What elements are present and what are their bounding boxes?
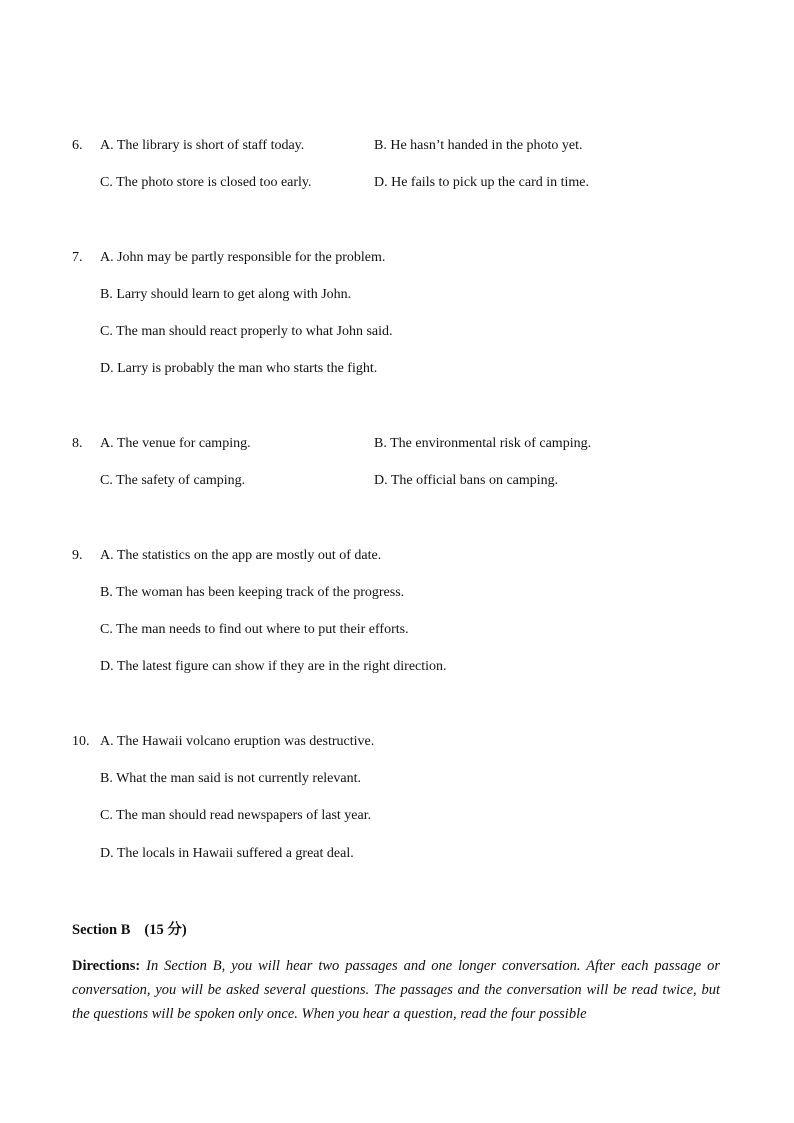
question-number: 9.: [72, 548, 83, 563]
option-b: B. Larry should learn to get along with John.: [100, 287, 352, 302]
question-number: 6.: [72, 138, 83, 153]
option-a: A. The Hawaii volcano eruption was destructive.: [100, 734, 375, 749]
option-a: A. The venue for camping.: [100, 436, 251, 451]
option-c: C. The photo store is closed too early.: [100, 175, 312, 190]
option-d: D. Larry is probably the man who starts the fight.: [100, 361, 378, 376]
option-b: B. He hasn’t handed in the photo yet.: [374, 138, 583, 153]
question-number: 7.: [72, 250, 83, 265]
option-c: C. The man should read newspapers of last year.: [100, 808, 372, 823]
option-a: A. The library is short of staff today.: [100, 138, 305, 153]
question-number: 8.: [72, 436, 83, 451]
directions-text: In Section B, you will hear two passages and one longer conversation. After each passage or conversation, you will be asked several questions. The passages and the conversation will be read twice, but the questions will be spoken only once. When you hear a question, read the four possible: [72, 958, 720, 1022]
option-d: D. He fails to pick up the card in time.: [374, 175, 589, 190]
directions-paragraph: [72, 954, 720, 1026]
directions-label: Directions:: [72, 958, 141, 974]
option-d: D. The locals in Hawaii suffered a great deal.: [100, 846, 354, 861]
section-score: (15 分): [144, 922, 187, 938]
section-heading: [72, 918, 187, 939]
option-c: C. The man needs to find out where to put their efforts.: [100, 622, 409, 637]
option-a: A. John may be partly responsible for the problem.: [100, 250, 386, 265]
option-b: B. What the man said is not currently relevant.: [100, 771, 362, 786]
option-b: B. The environmental risk of camping.: [374, 436, 592, 451]
option-d: D. The latest figure can show if they are in the right direction.: [100, 659, 447, 674]
option-a: A. The statistics on the app are mostly out of date.: [100, 548, 382, 563]
option-b: B. The woman has been keeping track of the progress.: [100, 585, 405, 600]
question-number: 10.: [72, 734, 90, 749]
section-title: Section B: [72, 922, 131, 938]
option-d: D. The official bans on camping.: [374, 473, 559, 488]
option-c: C. The safety of camping.: [100, 473, 246, 488]
option-c: C. The man should react properly to what John said.: [100, 324, 393, 339]
